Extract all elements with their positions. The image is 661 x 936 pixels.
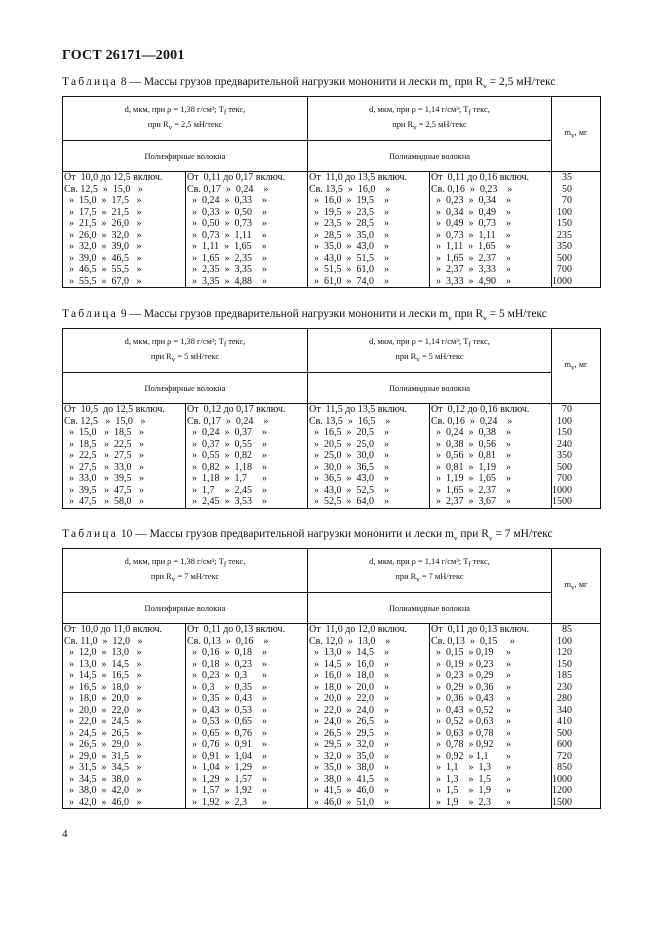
table-cell: » 1,5 » 1,9 » [431,785,511,796]
table-cell: 150 [557,658,572,670]
header-left-line1: d, мкм, при ρ = 1,38 г/см³; $T_f$ текс, [124,104,246,117]
caption-tail: при [451,76,476,88]
table-cell: » 13,0 » 14,5 » [309,647,389,658]
caption-value: = 2,5 мН/текс [486,76,556,88]
table-cell: 700 [557,264,572,275]
table-cell: » 1,11 » 1,65 » [187,241,267,252]
table-cell: 350 [557,450,572,461]
header-right-line1: d, мкм, при ρ = 1,14 г/см³; $T_f$ текс, [369,336,490,349]
table-cell: » 52,5 » 64,0 » [309,496,389,507]
table-cell: » 0,81 » 1,19 » [431,461,511,473]
mass-table [62,328,601,509]
table-cell: » 0,52 » 0,63 » [431,716,511,727]
caption-r: R [475,76,484,88]
table-cell: » 14,5 » 16,0 » [309,658,389,670]
table-cell: » 31,5 » 34,5 » [64,762,142,773]
table-cell: » 0,43 » 0,53 » [187,704,267,716]
table-cell: » 20,0 » 22,0 » [64,704,142,716]
table-cell: 340 [557,704,572,716]
table-cell: » 27,5 » 33,0 » [64,461,144,473]
table-cell: 50 [562,183,572,195]
table-cell: » 0,35 » 0,43 » [187,693,267,704]
caption-number: 8 [120,76,127,88]
table-cell: » 0,92 » 1,1 » [431,750,511,762]
table-cell: » 38,0 » 42,0 » [64,785,142,796]
table-cell: » 0,65 » 0,76 » [187,727,267,739]
table-cell: Св. 0,13 » 0,15 » [431,635,515,647]
table-cell: » 39,5 » 47,5 » [64,484,144,496]
table-cell: 720 [557,750,572,762]
table-cell: » 1,65 » 2,37 » [431,252,511,264]
header-left [63,97,308,141]
table-cell: » 2,37 » 3,67 » [431,496,511,507]
table-cell: » 0,34 » 0,49 » [431,206,511,218]
table-cell: » 0,78 » 0,92 » [431,739,511,750]
table-cell: » 1,18 » 1,7 » [187,473,267,484]
table-cell: 100 [557,635,572,647]
document-title: ГОСТ 26171—2001 [62,48,185,63]
header-polyamide: Полиамидные волокна [308,141,552,172]
table-cell: От 0,12 до 0,17 включ. [187,404,286,415]
table-cell: » 19,5 » 23,5 » [309,206,389,218]
table-cell: 600 [557,739,572,750]
table-cell: » 43,0 » 51,5 » [309,252,389,264]
table-cell: » 24,0 » 26,5 » [309,716,389,727]
table-cell: Св. 0,17 » 0,24 » [187,415,269,427]
table-cell: » 2,37 » 3,33 » [431,264,511,275]
data-column-3 [308,404,430,509]
table-cell: » 20,5 » 25,0 » [309,438,389,450]
caption-value: = 7 мН/текс [492,528,553,540]
mass-table [62,548,601,809]
table-cell: От 11,5 до 13,5 включ. [309,404,407,415]
table-cell: » 1,11 » 1,65 » [431,241,511,252]
table-cell: 35 [562,172,572,183]
table-cell: » 1,7 » 2,45 » [187,484,267,496]
caption-tail: при [457,528,482,540]
table-cell: 1500 [552,496,572,507]
data-column-1 [63,624,186,809]
table-caption: Таблица 9 — Массы грузов предварительной нагрузки мононити и лески $m_v$ при $R_v = 5$ мН/текс [62,308,547,323]
table-cell: 500 [557,727,572,739]
table-cell: » 0,73 » 1,11 » [431,229,511,241]
table-cell: » 30,0 » 36,5 » [309,461,389,473]
table-cell: 70 [562,195,572,206]
table-cell: » 1,92 » 2,3 » [187,796,267,808]
table-cell: » 0,76 » 0,91 » [187,739,267,750]
table-cell: » 1,04 » 1,29 » [187,762,267,773]
page-number: 4 [62,828,68,840]
table-cell: » 0,19 » 0,23 » [431,658,511,670]
caption-text: — Массы грузов предварительной нагрузки мононити и лески m [135,528,454,540]
table-cell: » 23,5 » 28,5 » [309,218,389,229]
caption-text: — Массы грузов предварительной нагрузки мононити и лески m [129,308,449,320]
data-column-5 [552,624,601,809]
table-cell: 70 [562,404,572,415]
table-cell: » 2,35 » 3,35 » [187,264,267,275]
table-cell: 280 [557,693,572,704]
header-polyamide: Полиамидные волокна [308,593,552,624]
table-cell: » 18,0 » 20,0 » [309,681,389,693]
header-left-line1: d, мкм, при ρ = 1,38 г/см³; $T_f$ текс, [124,336,246,349]
table-cell: » 0,63 » 0,78 » [431,727,511,739]
table-cell: » 28,5 » 35,0 » [309,229,389,241]
caption-number: 9 [120,308,127,320]
header-left [63,549,308,593]
table-cell: От 10,0 до 11,0 включ. [64,624,162,635]
header-right [308,329,552,373]
data-column-4 [430,404,552,509]
table-cell: » 18,0 » 20,0 » [64,693,142,704]
table-cell: » 21,5 » 26,0 » [64,218,142,229]
table-cell: » 0,23 » 0,29 » [431,670,511,681]
table-cell: » 36,5 » 43,0 » [309,473,389,484]
table-cell: » 0,37 » 0,55 » [187,438,267,450]
header-mass-label: $m_v$, мг [564,128,588,140]
header-polyester: Полиэфирные волокна [63,141,308,172]
table-cell: » 55,5 » 67,0 » [64,275,142,287]
table-cell: » 3,35 » 4,88 » [187,275,267,287]
table-cell: » 24,5 » 26,5 » [64,727,142,739]
table-cell: » 32,0 » 39,0 » [64,241,142,252]
table-cell: » 18,5 » 22,5 » [64,438,144,450]
table-cell: 700 [557,473,572,484]
data-column-2 [186,172,308,288]
table-cell: Св. 13,5 » 16,0 » [309,183,391,195]
table-cell: » 35,0 » 38,0 » [309,762,389,773]
table-caption: Таблица 10 — Массы грузов предварительной нагрузки мононити и лески $m_v$ при $R_v = 7$ мН/текс [62,528,553,543]
data-column-1 [63,172,186,288]
table-cell: » 1,19 » 1,65 » [431,473,511,484]
table-cell: 500 [557,252,572,264]
table-cell: » 16,0 » 18,0 » [309,670,389,681]
table-cell: Св. 12,5 » 15,0 » [64,415,146,427]
header-left-line1: d, мкм, при ρ = 1,38 г/см³; $T_f$ текс, [124,556,246,569]
data-column-3 [308,172,430,288]
table-cell: » 46,5 » 55,5 » [64,264,142,275]
data-column-4 [430,172,552,288]
table-cell: Св. 12,5 » 15,0 » [64,183,143,195]
table-cell: » 29,5 » 32,0 » [309,739,389,750]
data-column-5 [552,172,601,288]
mass-table [62,96,601,288]
table-cell: » 15,0 » 18,5 » [64,427,144,438]
table-cell: » 41,5 » 46,0 » [309,785,389,796]
table-cell: » 0,24 » 0,38 » [431,427,511,438]
table-cell: » 0,23 » 0,34 » [431,195,511,206]
table-cell: » 0,24 » 0,33 » [187,195,267,206]
table-cell: » 47,5 » 58,0 » [64,496,144,507]
caption-word: Таблица [62,308,118,320]
table-cell: 120 [557,647,572,658]
table-cell: 235 [557,229,572,241]
table-cell: Св. 0,16 » 0,23 » [431,183,513,195]
table-row [63,404,601,509]
header-right-line2: при $R_v = 5$ мН/текс [395,351,464,364]
header-polyester: Полиэфирные волокна [63,373,308,404]
table-cell: Св. 11,0 » 12,0 » [64,635,143,647]
table-row [63,172,601,288]
table-cell: » 26,5 » 29,0 » [64,739,142,750]
table-cell: » 1,29 » 1,57 » [187,773,267,785]
table-cell: От 0,12 до 0,16 включ. [431,404,530,415]
table-cell: » 16,5 » 18,0 » [64,681,142,693]
caption-word: Таблица [62,528,118,540]
table-cell: 1000 [552,275,572,287]
table-cell: » 0,49 » 0,73 » [431,218,511,229]
table-cell: » 0,82 » 1,18 » [187,461,267,473]
table-cell: » 0,91 » 1,04 » [187,750,267,762]
data-column-4 [430,624,552,809]
table-cell: » 32,0 » 35,0 » [309,750,389,762]
table-cell: » 1,65 » 2,37 » [431,484,511,496]
table-cell: От 0,11 до 0,17 включ. [187,172,285,183]
table-cell: » 0,3 » 0,35 » [187,681,267,693]
table-cell: » 22,0 » 24,0 » [309,704,389,716]
table-cell: » 0,38 » 0,56 » [431,438,511,450]
caption-r: R [481,528,489,540]
table-cell: От 10,5 до 12,5 включ. [64,404,165,415]
table-cell: 850 [557,762,572,773]
table-cell: От 10,0 до 12,5 включ. [64,172,163,183]
table-cell: » 0,24 » 0,37 » [187,427,267,438]
table-cell: » 51,5 » 61,0 » [309,264,389,275]
table-cell: » 33,0 » 39,5 » [64,473,144,484]
table-cell: » 15,0 » 17,5 » [64,195,142,206]
table-cell: 1500 [552,796,572,808]
table-cell: » 34,5 » 38,0 » [64,773,142,785]
table-cell: » 46,0 » 51,0 » [309,796,389,808]
table-cell: От 11,0 до 12,0 включ. [309,624,407,635]
table-cell: 1000 [552,773,572,785]
caption-word: Таблица [62,76,118,88]
table-cell: » 38,0 » 41,5 » [309,773,389,785]
table-cell: » 16,5 » 20,5 » [309,427,389,438]
table-cell: » 1,65 » 2,35 » [187,252,267,264]
header-mass [552,329,601,404]
header-left-line2: при $R_v = 2,5$ мН/текс [147,119,223,132]
table-cell: » 20,0 » 22,0 » [309,693,389,704]
table-cell: От 11,0 до 13,5 включ. [309,172,407,183]
table-cell: Св. 12,0 » 13,0 » [309,635,391,647]
table-cell: » 42,0 » 46,0 » [64,796,142,808]
table-cell: 410 [557,716,572,727]
table-cell: » 12,0 » 13,0 » [64,647,142,658]
table-cell: 1000 [552,484,572,496]
header-right-line2: при $R_v = 7$ мН/текс [395,571,464,584]
header-mass-label: $m_v$, мг [564,580,588,592]
table-cell: » 43,0 » 52,5 » [309,484,389,496]
header-right [308,97,552,141]
table-cell: » 3,33 » 4,90 » [431,275,511,287]
header-mass-label: $m_v$, мг [564,360,588,372]
table-cell: » 2,45 » 3,53 » [187,496,267,507]
table-cell: » 0,53 » 0,65 » [187,716,267,727]
table-cell: 150 [557,427,572,438]
table-cell: » 0,56 » 0,81 » [431,450,511,461]
table-cell: Св. 0,16 » 0,24 » [431,415,513,427]
table-cell: » 39,0 » 46,5 » [64,252,142,264]
table-cell: » 14,5 » 16,5 » [64,670,142,681]
header-polyamide: Полиамидные волокна [308,373,552,404]
header-left-line2: при $R_v = 7$ мН/текс [150,571,220,584]
caption-tail: при [451,308,476,320]
table-cell: » 0,18 » 0,23 » [187,658,267,670]
table-cell: 500 [557,461,572,473]
header-polyester: Полиэфирные волокна [63,593,308,624]
caption-text: — Массы грузов предварительной нагрузки мононити и лески m [129,76,449,88]
header-right [308,549,552,593]
data-column-1 [63,404,186,509]
header-right-line1: d, мкм, при ρ = 1,14 г/см³; $T_f$ текс, [369,556,490,569]
table-cell: 230 [557,681,572,693]
table-cell: От 0,11 до 0,13 включ. [187,624,285,635]
table-cell: » 0,73 » 1,11 » [187,229,267,241]
caption-number: 10 [120,528,133,540]
data-column-5 [552,404,601,509]
table-cell: » 1,9 » 2,3 » [431,796,511,808]
caption-r: R [475,308,484,320]
table-cell: » 16,0 » 19,5 » [309,195,389,206]
table-cell: 350 [557,241,572,252]
table-cell: » 26,5 » 29,5 » [309,727,389,739]
table-cell: » 0,16 » 0,18 » [187,647,267,658]
header-left [63,329,308,373]
table-cell: » 0,36 » 0,43 » [431,693,511,704]
table-cell: » 22,5 » 27,5 » [64,450,144,461]
table-cell: » 0,55 » 0,82 » [187,450,267,461]
table-cell: 100 [557,206,572,218]
table-cell: » 0,50 » 0,73 » [187,218,267,229]
header-left-line2: при $R_v = 5$ мН/текс [150,351,220,364]
header-right-line1: d, мкм, при ρ = 1,14 г/см³; $T_f$ текс, [369,104,490,117]
table-cell: От 0,11 до 0,13 включ. [431,624,529,635]
table-row [63,624,601,809]
table-cell: » 17,5 » 21,5 » [64,206,142,218]
caption-value: = 5 мН/текс [486,308,547,320]
table-cell: » 0,33 » 0,50 » [187,206,267,218]
table-cell: 150 [557,218,572,229]
table-cell: » 0,29 » 0,36 » [431,681,511,693]
table-cell: » 61,0 » 74,0 » [309,275,389,287]
data-column-3 [308,624,430,809]
header-mass [552,549,601,624]
table-cell: » 0,15 » 0,19 » [431,647,511,658]
table-cell: Св. 13,5 » 16,5 » [309,415,391,427]
data-column-2 [186,624,308,809]
table-cell: » 25,0 » 30,0 » [309,450,389,461]
table-cell: » 1,3 » 1,5 » [431,773,511,785]
table-cell: » 1,57 » 1,92 » [187,785,267,796]
table-cell: » 0,23 » 0,3 » [187,670,267,681]
table-cell: 85 [562,624,572,635]
table-cell: Св. 0,17 » 0,24 » [187,183,269,195]
table-cell: » 1,1 » 1,3 » [431,762,511,773]
table-cell: » 0,43 » 0,52 » [431,704,511,716]
table-cell: От 0,11 до 0,16 включ. [431,172,529,183]
table-caption: Таблица 8 — Массы грузов предварительной нагрузки мононити и лески $m_v$ при $R_v = 2,5$ мН/текс [62,76,556,91]
table-cell: 240 [557,438,572,450]
table-cell: 1200 [552,785,572,796]
table-cell: Св. 0,13 » 0,16 » [187,635,269,647]
table-cell: » 26,0 » 32,0 » [64,229,142,241]
table-cell: » 29,0 » 31,5 » [64,750,142,762]
header-right-line2: при $R_v = 2,5$ мН/текс [392,119,467,132]
table-cell: » 22,0 » 24,5 » [64,716,142,727]
table-cell: 185 [557,670,572,681]
table-cell: » 35,0 » 43,0 » [309,241,389,252]
data-column-2 [186,404,308,509]
table-cell: » 13,0 » 14,5 » [64,658,142,670]
table-cell: 100 [557,415,572,427]
header-mass [552,97,601,172]
